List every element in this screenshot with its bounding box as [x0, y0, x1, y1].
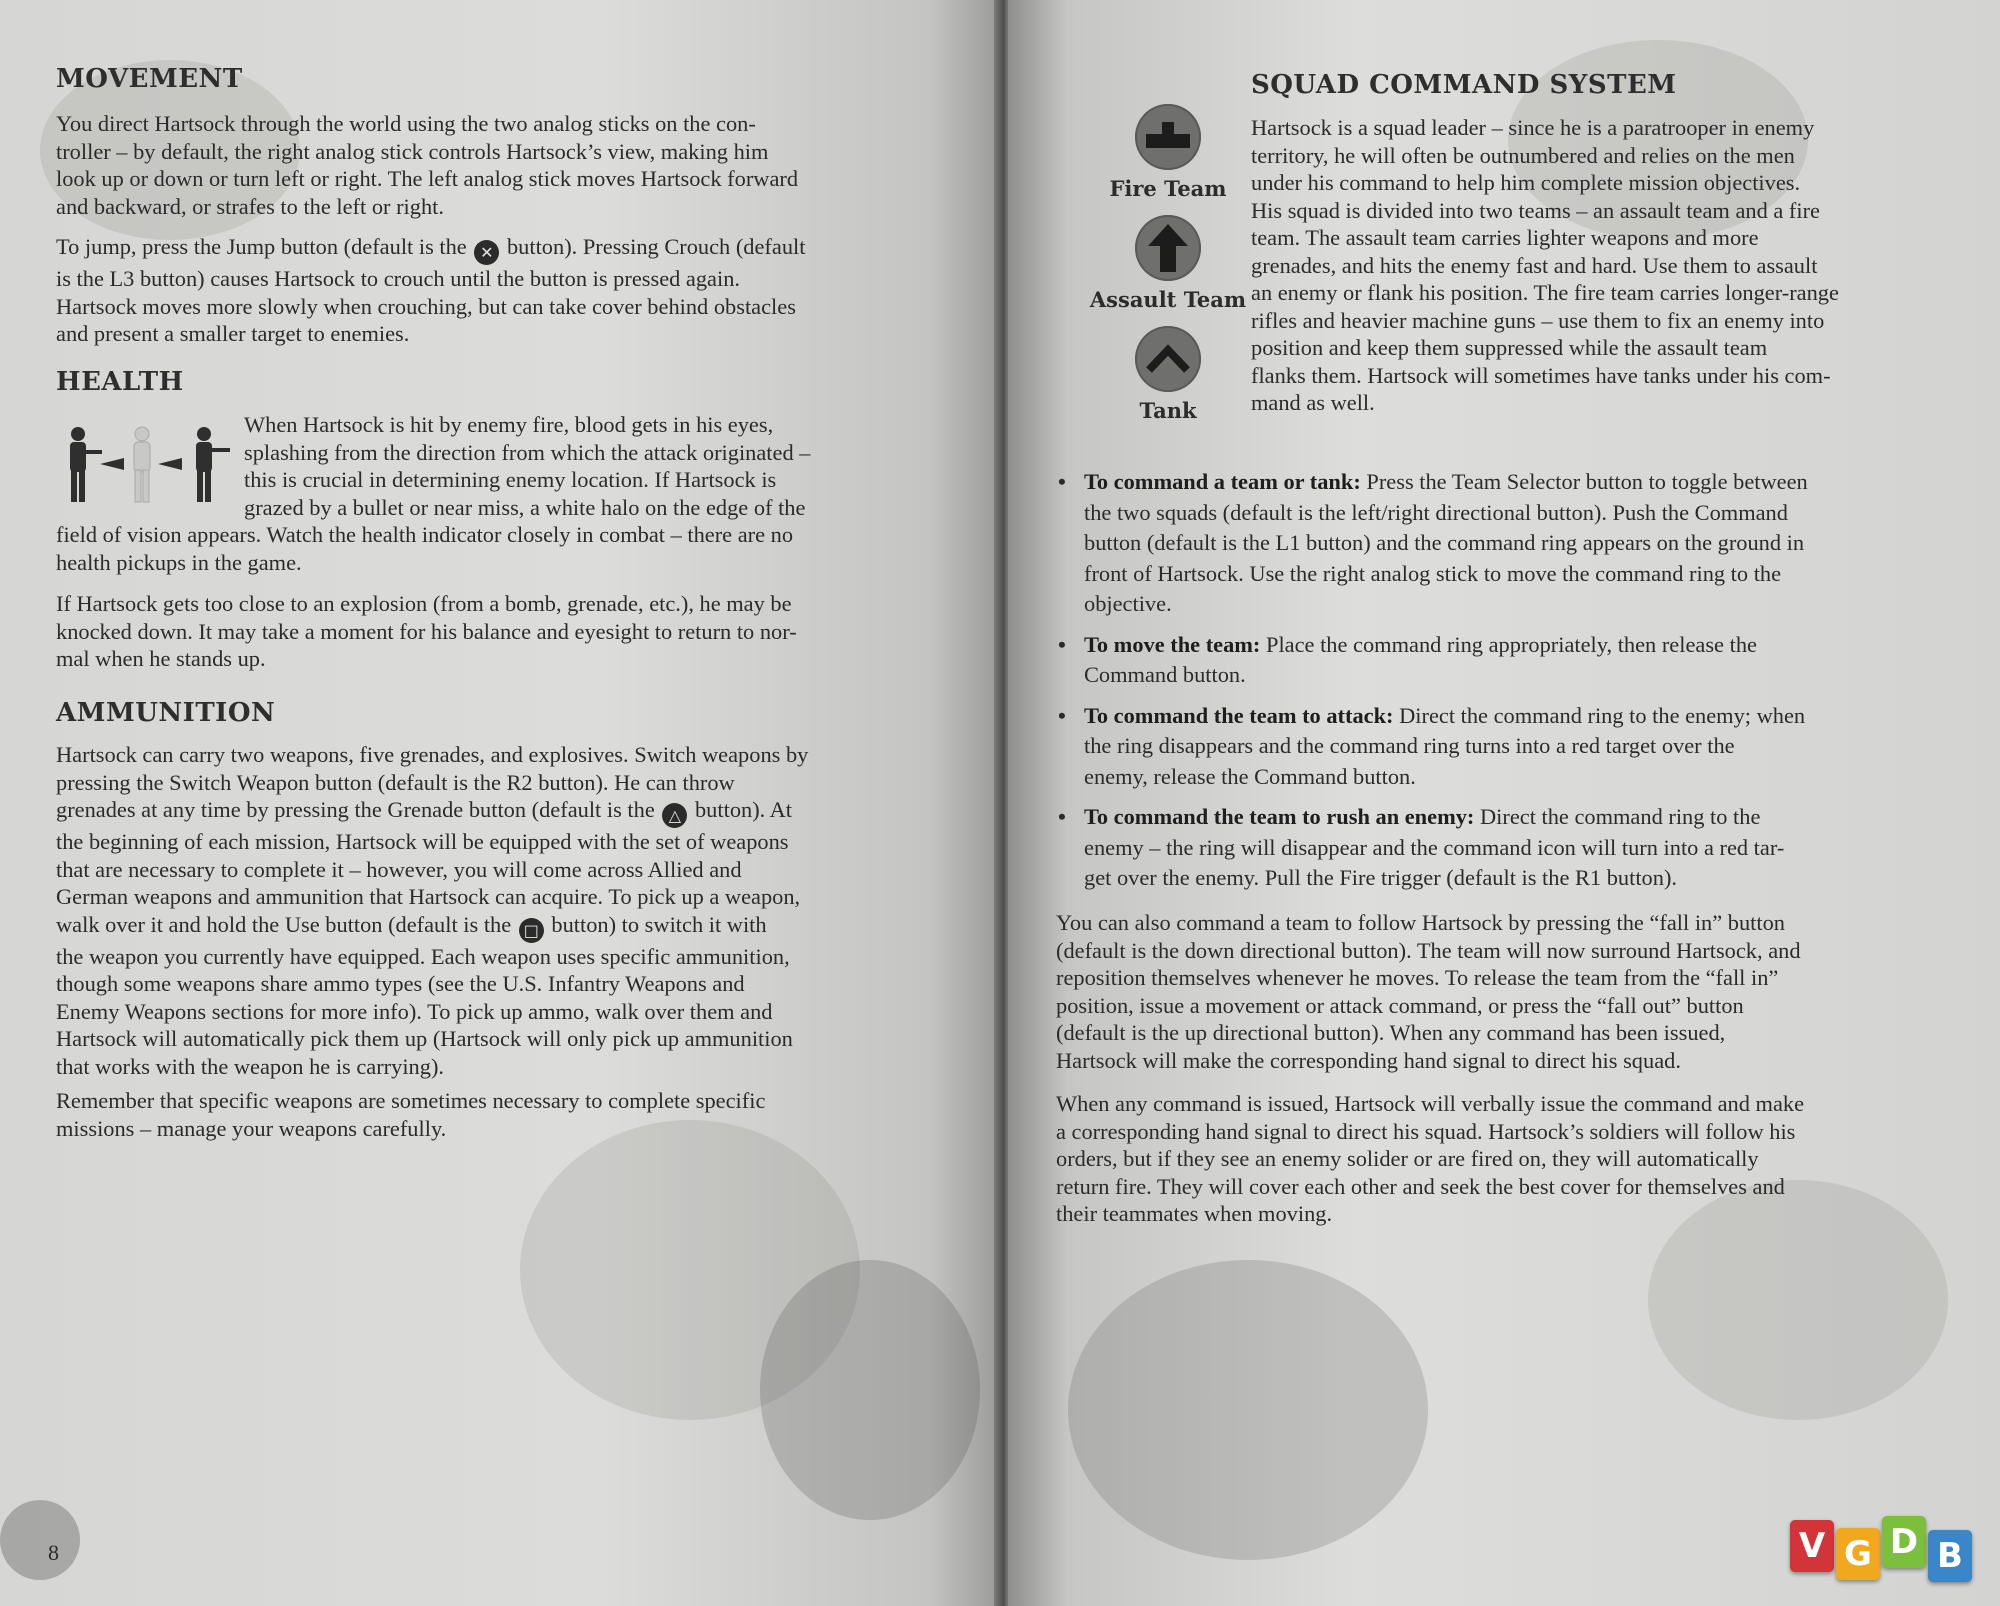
command-issue-paragraph: When any command is issued, Hartsock will verbally issue the command and make a corresponding hand signal to direct his squad. Hartsock’s soldiers will follow his orders, but if they see an enemy solider or are fired on, they will automatically return fire. They will cover each other and seek the best cover for themselves and their teammates when moving.	[1056, 1091, 1805, 1226]
chevron-up-icon	[1135, 326, 1201, 392]
list-item: • To command the team to rush an enemy: Direct the command ring to the enemy – the ring will disappear and the command icon will turn into a red tar- get over the enemy. Pull the Fire trigger (default is the R1 button).	[1058, 804, 1785, 890]
vgdb-letter-g: G	[1836, 1528, 1880, 1580]
team-label: Tank	[1139, 398, 1197, 423]
list-item: • To move the team: Place the command ring appropriately, then release the Command button.	[1058, 631, 1757, 687]
dpad-left-right-icon	[1135, 104, 1201, 170]
cross-button-icon: ✕	[474, 240, 499, 265]
squad-command-heading: SQUAD COMMAND SYSTEM	[1251, 70, 1677, 100]
ammunition-paragraph-2: Remember that specific weapons are sometimes necessary to complete specific missions – manage your weapons carefully.	[56, 1088, 766, 1141]
vgdb-watermark-logo	[1790, 1512, 1990, 1594]
square-button-icon: □	[519, 918, 544, 943]
ammunition-heading: AMMUNITION	[56, 698, 276, 728]
vgdb-letter-d: D	[1882, 1516, 1926, 1568]
command-bullet-list	[1056, 467, 1956, 904]
ammunition-paragraph-1: Hartsock can carry two weapons, five grenades, and explosives. Switch weapons by pressing the Switch Weapon button (default is the R2 button). He can throw grenades at any time by pressing the Grenade button (default is the △ button). At the beginning of each mission, Hartsock will be equipped with the set of weapons that are necessary to complete it – however, you will come across Allied and German weapons and ammunition that Hartsock can acquire. To pick up a weapon, walk over it and hold the Use button (default is the □ button) to switch it with the weapon you currently have equipped. Each weapon uses specific ammunition, though some weapons share ammo types (see the U.S. Infantry Weapons and Enemy Weapons sections for more info). To pick up ammo, walk over them and Hartsock will automatically pick them up (Hartsock will only pick up ammunition that works with the weapon he is carrying).	[56, 742, 809, 1079]
page-number: 8	[48, 1540, 59, 1565]
health-paragraph-2: If Hartsock gets too close to an explosion (from a bomb, grenade, etc.), he may be knocked down. It may take a moment for his balance and eyesight to return to nor- mal when he stands up.	[56, 591, 797, 671]
team-label: Assault Team	[1089, 287, 1247, 312]
vgdb-letter-b: B	[1928, 1530, 1972, 1582]
team-label: Fire Team	[1109, 176, 1227, 201]
movement-paragraph-2: To jump, press the Jump button (default is the ✕ button). Pressing Crouch (default is the L3 button) causes Hartsock to crouch until the button is pressed again. Hartsock moves more slowly when crouching, but can take cover behind obstacles and present a smaller target to enemies.	[56, 234, 806, 346]
list-item: • To command a team or tank: Press the Team Selector button to toggle between the two squads (default is the left/right directional button). Push the Command button (default is the L1 button) and the command ring appears on the ground in front of Hartsock. Use the right analog stick to move the command ring to the objective.	[1058, 469, 1808, 616]
fall-in-paragraph: You can also command a team to follow Hartsock by pressing the “fall in” button (default is the down directional button). The team will now surround Hartsock, and reposition themselves whenever he moves. To release the team from the “fall in” position, issue a movement or attack command, or press the “fall out” button (default is the up directional button). When any command has been issued, Hartsock will make the corresponding hand signal to direct his squad.	[1056, 910, 1801, 1073]
team-fire-team	[1088, 104, 1248, 201]
arrow-up-icon	[1135, 215, 1201, 281]
health-paragraph-wrap: When Hartsock is hit by enemy fire, blood gets in his eyes, splashing from the direction from which the attack originated – this is crucial in determining enemy location. If Hartsock is grazed by a bullet or near miss, a white halo on the edge of the	[244, 412, 811, 520]
health-paragraph-1: field of vision appears. Watch the health indicator closely in combat – there are no health pickups in the game.	[56, 522, 794, 575]
squad-command-paragraph: Hartsock is a squad leader – since he is a paratrooper in enemy territory, he will often be outnumbered and relies on the men under his command to help him complete mission objectives. His squad is divided into two teams – an assault team and a fire team. The assault team carries lighter weapons and more grenades, and hits the enemy fast and hard. Use them to assault an enemy or flank his position. The fire team carries longer-range rifles and heavier machine guns – use them to fix an enemy into position and keep them suppressed while the assault team flanks them. Hartsock will sometimes have tanks under his com- mand as well.	[1251, 115, 1839, 415]
team-tank	[1088, 326, 1248, 423]
vgdb-letter-v: V	[1790, 1520, 1834, 1572]
movement-heading: MOVEMENT	[56, 64, 243, 94]
health-heading: HEALTH	[56, 367, 184, 397]
team-assault-team	[1088, 215, 1248, 312]
triangle-button-icon: △	[662, 803, 687, 828]
list-item: • To command the team to attack: Direct the command ring to the enemy; when the ring disappears and the command ring turns into a red target over the enemy, release the Command button.	[1058, 702, 1806, 789]
movement-paragraph-1: You direct Hartsock through the world using the two analog sticks on the con- troller – by default, the right analog stick controls Hartsock’s view, making him look up or down or turn left or right. The left analog stick moves Hartsock forward and backward, or strafes to the left or right.	[56, 111, 799, 219]
